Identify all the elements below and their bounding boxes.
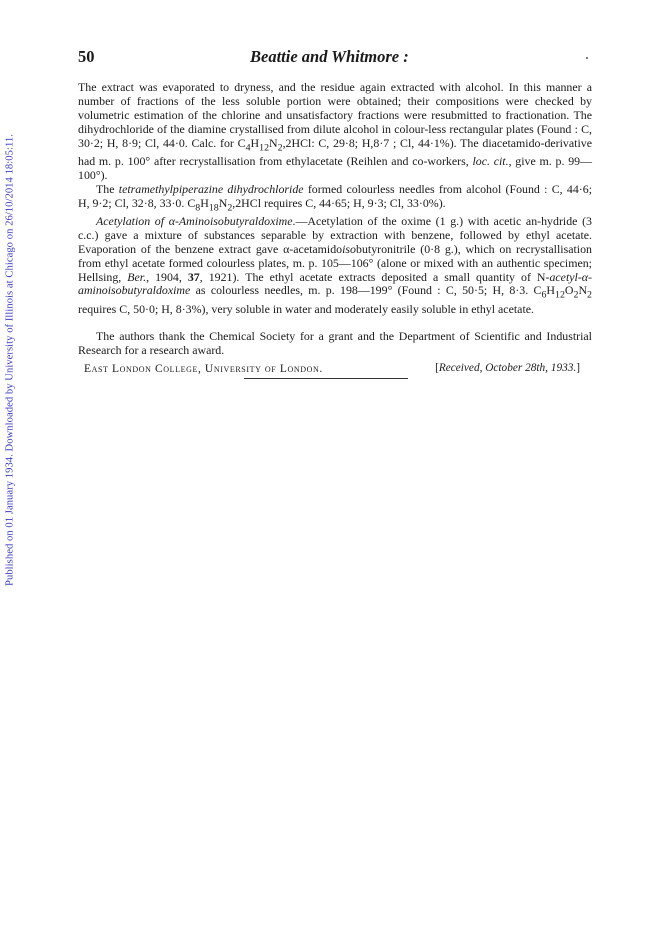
header-dot [586,57,588,59]
compound-name: tetramethylpiperazine dihydrochloride [118,181,304,196]
received-date: [Received, October 28th, 1933.] [435,362,580,375]
page-header [78,47,596,69]
paragraph-text: : C, 29·8; H,8·7 ; Cl, 44·1%). The diacetamido-derivative had m. p. 100° after recrystallisation from ethylacetate (Reihlen and co-workers, [78,135,592,168]
paragraph-text: , give m. p. 99—100°). [78,153,592,182]
paragraph-acetylation: Acetylation of α-Aminoisobutyraldoxime.—Acetylation of the oxime (1 g.) with acetic an-hydride (3 c.c.) gave a mixture of substances separable by extraction with benzene, followed by ethyl acetate. Evaporation of the benzene extract gave α-acetamidoisobutyronitrile (0·8 g.), which on recrystallisation from ethyl acetate formed colourless plates, m. p. 105—106° (alone or mixed with an authentic specimen; Hellsing, Ber., 1904, 37, 1921). The ethyl acetate extracts deposited a small quantity of N-acetyl-α-aminoisobutyraldoxime as colourless needles, m. p. 198—199° (Found : C, 50·5; H, 8·3. $C_6H_{12}O_2N_2$ requires C, 50·0; H, 8·3%), very soluble in water and moderately easily soluble in ethyl acetate. [78,213,592,316]
paragraph-text: The extract was evaporated to dryness, and the residue again extracted with alcohol. In this manner a number of fractions of the less soluble portion were obtained; their compositions were checked by volumetric estimation of the chlorine and unsatisfactory fractions were resubmitted to fractionation. The dihydrochloride of the diamine crystallised from dilute alcohol in colour-less rectangular plates (Found : C, 30·2; H, 8·9; Cl, 44·0. Calc. for [78,80,592,150]
end-rule [244,378,408,379]
article-body [78,81,592,379]
publication-watermark [2,110,18,610]
journal-volume: 37 [187,269,200,284]
paragraph-piperazine: The tetramethylpiperazine dihydrochloride formed colourless needles from alcohol (Found : C, 44·6; H, 9·2; Cl, 32·8, 33·0. $C_8H_{18}N_2,2HCl$ requires C, 44·65; H, 9·3; Cl, 33·0%). [78,181,593,213]
section-heading-cont: butyraldoxime [223,213,293,228]
page-number: 50 [78,47,95,66]
journal-abbrev: Ber. [127,269,147,284]
publication-watermark-text: Published on 01 January 1934. Downloaded by University of Illinois at Chicago on 26/10/2014 18:05:11. [4,134,16,586]
paragraph-gap [78,317,592,330]
compound-name: acetyl-α-aminoisobutyraldoxime [78,269,592,298]
affiliation: East London College, University of London. [84,363,323,376]
acknowledgement: The authors thank the Chemical Society for a grant and the Department of Scientific and Industrial Research for a research award. [78,328,592,357]
citation-loc-cit: loc. cit. [472,153,509,168]
section-heading: Acetylation of α-Aminoiso [96,213,224,228]
formula-c6h12o2n2: $C_6H_{12}O_2N_2$ [533,283,592,301]
running-title: Beattie and Whitmore : [250,47,409,66]
affiliation-line [78,361,592,379]
paragraph-dihydrochloride [78,81,592,183]
formula-c8h18n2-2hcl: $C_8H_{18}N_2,2HCl$ [187,195,262,213]
formula-c4h12n2-2hcl: $C_4H_{12}N_2,2HCl$ [237,135,312,153]
